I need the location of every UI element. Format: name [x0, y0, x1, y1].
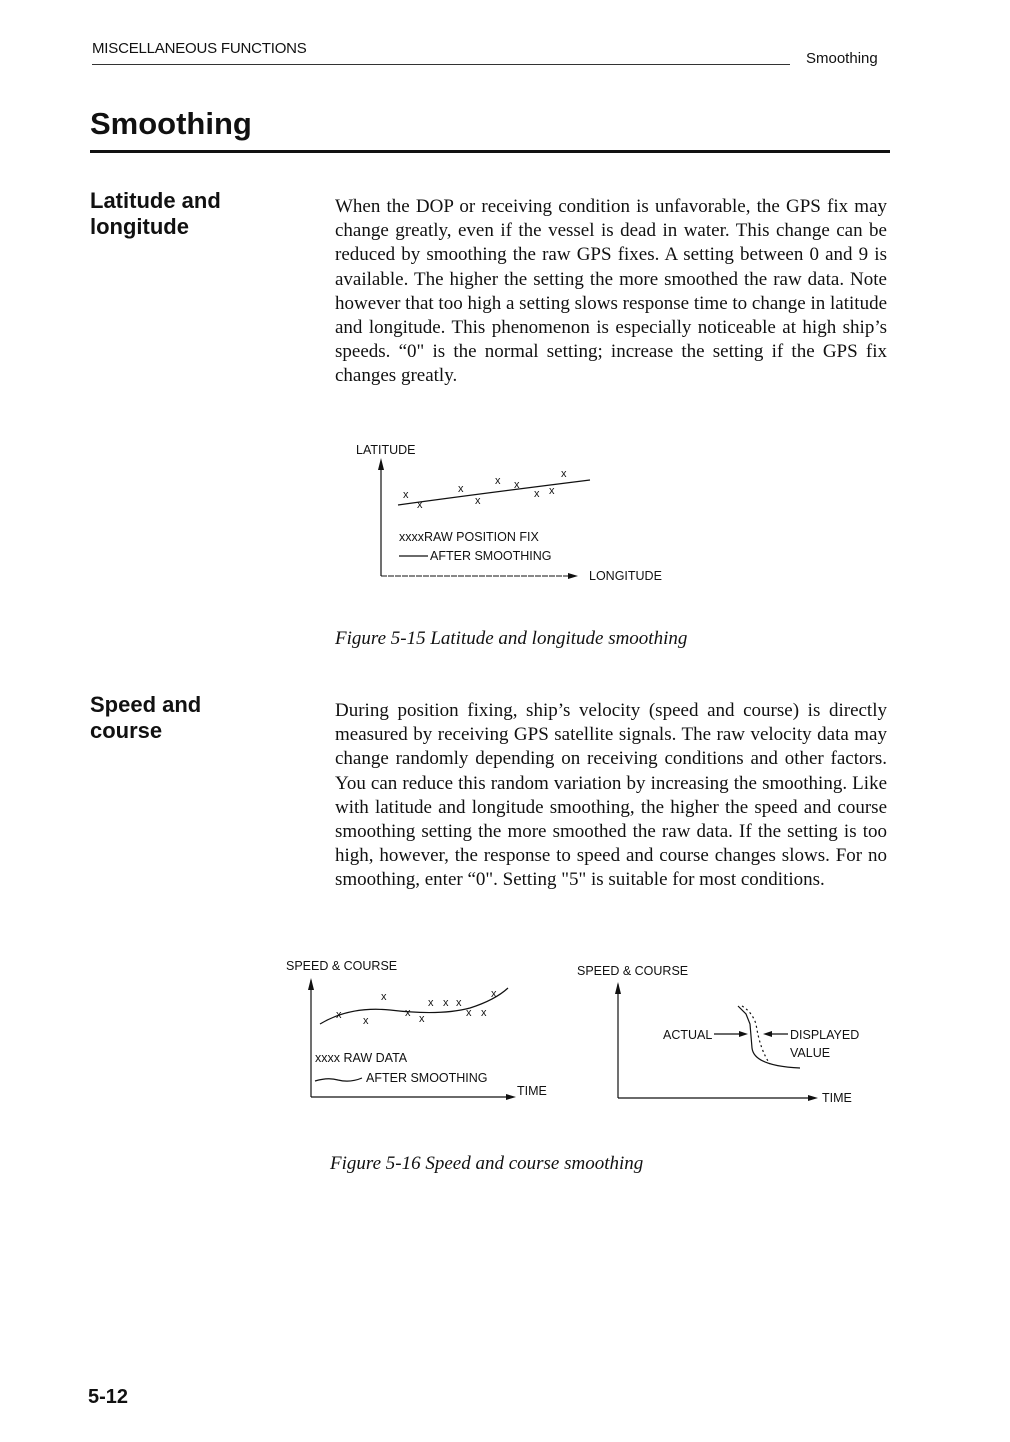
- speed-heading-line2: course: [90, 718, 163, 743]
- speed-heading-line1: Speed and: [90, 692, 202, 717]
- latlon-fix-8: x: [549, 485, 555, 497]
- speed-figure-left: [286, 959, 547, 1100]
- speed-left-legend-raw: xxxx RAW DATA: [315, 1051, 408, 1065]
- speed-raw-4: x: [405, 1007, 411, 1019]
- speed-right-actual-label: ACTUAL: [663, 1028, 713, 1042]
- latlon-y-label: LATITUDE: [356, 443, 416, 457]
- speed-raw-9: x: [466, 1007, 472, 1019]
- speed-left-y-arrowhead: [308, 978, 314, 990]
- latlon-body: When the DOP or receiving condition is unfavorable, the GPS fix may change greatly, even if the vessel is dead in water. This change can be reduced by smoothing the raw GPS fixes. A setting between 0 and 9 is available. The higher the setting the more smoothed the raw data. Note however that too high a setting slows response time to change in latitude and longitude. This phenomenon is especially noticeable at high ship’s speeds. “0" is the normal setting; increase the setting if the GPS fix changes greatly.: [335, 196, 887, 387]
- speed-right-x-arrowhead: [808, 1095, 818, 1101]
- speed-figure-right: [577, 964, 859, 1105]
- speed-raw-11: x: [491, 988, 497, 1000]
- latlon-fix-9: x: [561, 468, 567, 480]
- speed-body: During position fixing, ship’s velocity (speed and course) is directly measured by receiving GPS satellite signals. The raw velocity data may change randomly depending on receiving conditions and other factors. You can reduce this random variation by increasing the smoothing. Like with latitude and longitude smoothing, the higher the speed and course smoothing setting the more smoothed the raw data. If the setting is too high, however, the response to speed and course changes slows. For no smoothing, enter “0". Setting "5" is suitable for most conditions.: [335, 700, 887, 891]
- speed-raw-2: x: [363, 1015, 369, 1027]
- speed-right-value-label: VALUE: [790, 1046, 831, 1060]
- latlon-fix-3: x: [458, 483, 464, 495]
- running-header-section: MISCELLANEOUS FUNCTIONS: [92, 40, 307, 57]
- latlon-fix-6: x: [514, 479, 520, 491]
- speed-left-y-label: SPEED & COURSE: [286, 959, 398, 973]
- speed-left-x-arrowhead: [506, 1094, 516, 1100]
- speed-figure-caption: Figure 5-16 Speed and course smoothing: [330, 1153, 644, 1174]
- latlon-fix-5: x: [495, 475, 501, 487]
- page-number: 5-12: [88, 1386, 129, 1408]
- speed-left-x-label: TIME: [517, 1084, 547, 1098]
- speed-right-x-label: TIME: [822, 1091, 852, 1105]
- speed-raw-6: x: [428, 997, 434, 1009]
- speed-raw-3: x: [381, 991, 387, 1003]
- latlon-heading-line1: Latitude and: [90, 188, 221, 213]
- speed-left-smoothed-line: [320, 988, 508, 1024]
- speed-right-y-arrowhead: [615, 982, 621, 994]
- latlon-fix-7: x: [534, 488, 540, 500]
- speed-raw-1: x: [336, 1009, 342, 1021]
- latlon-fix-1: x: [403, 489, 409, 501]
- latlon-legend-smooth: AFTER SMOOTHING: [430, 549, 552, 563]
- speed-right-displayed-label: DISPLAYED: [790, 1028, 860, 1042]
- latlon-figure-caption: Figure 5-15 Latitude and longitude smoothing: [335, 628, 688, 649]
- speed-right-y-label: SPEED & COURSE: [577, 964, 689, 978]
- latlon-heading-line2: longitude: [90, 214, 189, 239]
- speed-left-legend-smooth: AFTER SMOOTHING: [366, 1071, 488, 1085]
- running-header-topic: Smoothing: [806, 50, 878, 67]
- speed-raw-8: x: [456, 997, 462, 1009]
- speed-left-legend-line: [315, 1078, 362, 1081]
- speed-raw-5: x: [419, 1013, 425, 1025]
- page-title: Smoothing: [90, 106, 252, 141]
- speed-raw-10: x: [481, 1007, 487, 1019]
- latlon-legend-raw: xxxxRAW POSITION FIX: [399, 530, 539, 544]
- latlon-fix-4: x: [475, 495, 481, 507]
- speed-raw-7: x: [443, 997, 449, 1009]
- latlon-x-label: LONGITUDE: [589, 569, 662, 583]
- speed-right-actual-arrowhead: [739, 1031, 748, 1037]
- speed-right-displayed-arrowhead: [763, 1031, 772, 1037]
- latlon-fix-2: x: [417, 499, 423, 511]
